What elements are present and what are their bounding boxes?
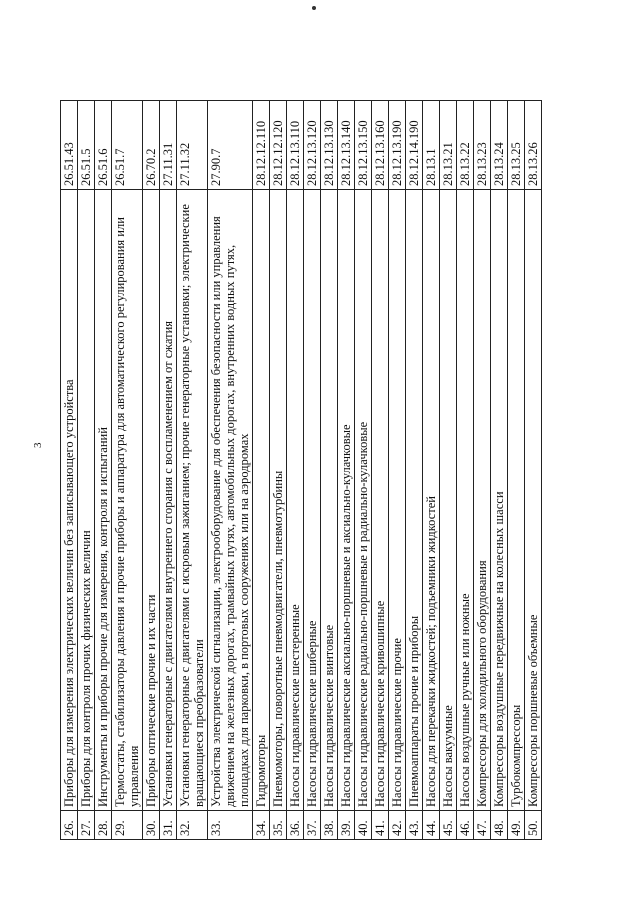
row-code: 28.13.25 (508, 101, 525, 190)
row-number: 33. (208, 811, 253, 840)
row-code: 26.51.43 (61, 101, 78, 190)
row-code: 27.90.7 (208, 101, 253, 190)
row-code: 28.13.21 (440, 101, 457, 190)
row-code: 28.12.13.150 (355, 101, 372, 190)
row-number: 37. (304, 811, 321, 840)
row-number: 34. (253, 811, 270, 840)
table-row (177, 101, 208, 840)
row-number: 29. (112, 811, 143, 840)
row-code: 28.13.1 (423, 101, 440, 190)
row-code: 28.12.13.190 (389, 101, 406, 190)
table-row (208, 101, 253, 840)
row-name: Пневмоаппараты прочие и приборы (406, 190, 423, 811)
table-row (355, 101, 372, 840)
table-row (321, 101, 338, 840)
table-row (372, 101, 389, 840)
row-code: 28.12.13.160 (372, 101, 389, 190)
row-number: 46. (457, 811, 474, 840)
table-row (389, 101, 406, 840)
row-number: 38. (321, 811, 338, 840)
row-name: Гидромоторы (253, 190, 270, 811)
row-number: 45. (440, 811, 457, 840)
table-row (508, 101, 525, 840)
row-code: 28.12.13.140 (338, 101, 355, 190)
row-name: Приборы для измерения электрических величин без записывающего устройства (61, 190, 78, 811)
row-number: 36. (287, 811, 304, 840)
row-name: Насосы гидравлические радиально-поршневые и радиально-кулачковые (355, 190, 372, 811)
row-code: 27.11.31 (160, 101, 177, 190)
row-number: 31. (160, 811, 177, 840)
row-name: Пневмомоторы, поворотные пневмодвигатели, пневмотурбины (270, 190, 287, 811)
table-row (95, 101, 112, 840)
row-number: 35. (270, 811, 287, 840)
table-row (338, 101, 355, 840)
row-number: 39. (338, 811, 355, 840)
page-number: 3 (32, 442, 44, 448)
row-number: 40. (355, 811, 372, 840)
row-name: Компрессоры воздушные передвижные на колесных шасси (491, 190, 508, 811)
table-row (253, 101, 270, 840)
row-code: 28.12.13.110 (287, 101, 304, 190)
row-code: 26.51.5 (78, 101, 95, 190)
scan-artifact (312, 6, 316, 10)
row-code: 28.13.26 (525, 101, 542, 190)
table-row (78, 101, 95, 840)
row-code: 28.12.12.120 (270, 101, 287, 190)
row-number: 27. (78, 811, 95, 840)
row-code: 26.70.2 (143, 101, 160, 190)
row-name: Насосы гидравлические шиберные (304, 190, 321, 811)
row-number: 50. (525, 811, 542, 840)
row-name: Установки генераторные с двигателями с искровым зажиганием; прочие генераторные установки; электрические вращающиеся преобразователи (177, 190, 208, 811)
row-name: Приборы оптические прочие и их части (143, 190, 160, 811)
row-code: 27.11.32 (177, 101, 208, 190)
row-name: Насосы воздушные ручные или ножные (457, 190, 474, 811)
row-code: 26.51.7 (112, 101, 143, 190)
row-name: Компрессоры поршневые объемные (525, 190, 542, 811)
row-number: 48. (491, 811, 508, 840)
row-name: Насосы гидравлические кривошипные (372, 190, 389, 811)
row-number: 42. (389, 811, 406, 840)
table-row (143, 101, 160, 840)
row-number: 49. (508, 811, 525, 840)
table-row (61, 101, 78, 840)
table-row (406, 101, 423, 840)
table-row (270, 101, 287, 840)
classification-table (60, 100, 542, 840)
table-row (112, 101, 143, 840)
row-number: 47. (474, 811, 491, 840)
row-number: 41. (372, 811, 389, 840)
row-name: Насосы гидравлические аксиально-поршневые и аксиально-кулачковые (338, 190, 355, 811)
row-number: 30. (143, 811, 160, 840)
row-code: 28.13.23 (474, 101, 491, 190)
row-number: 32. (177, 811, 208, 840)
table-row (304, 101, 321, 840)
row-name: Инструменты и приборы прочие для измерения, контроля и испытаний (95, 190, 112, 811)
row-name: Насосы гидравлические винтовые (321, 190, 338, 811)
row-code: 28.13.22 (457, 101, 474, 190)
row-name: Насосы вакуумные (440, 190, 457, 811)
table-row (491, 101, 508, 840)
table-row (457, 101, 474, 840)
row-name: Устройства электрической сигнализации, электрооборудование для обеспечения безопасности или управления движением на железных дорогах, трамвайных путях, автомобильных дорогах, внутренних водных путях, площадках для парковки, в портовых сооружениях или на аэродромах (208, 190, 253, 811)
row-name: Насосы гидравлические прочие (389, 190, 406, 811)
row-number: 43. (406, 811, 423, 840)
row-code: 26.51.6 (95, 101, 112, 190)
row-name: Насосы для перекачки жидкостей; подъемники жидкостей (423, 190, 440, 811)
table-row (440, 101, 457, 840)
table-row (287, 101, 304, 840)
table-row (525, 101, 542, 840)
row-name: Приборы для контроля прочих физических величин (78, 190, 95, 811)
row-number: 26. (61, 811, 78, 840)
row-name: Турбокомпрессоры (508, 190, 525, 811)
row-number: 28. (95, 811, 112, 840)
row-code: 28.13.24 (491, 101, 508, 190)
row-name: Компрессоры для холодильного оборудования (474, 190, 491, 811)
row-number: 44. (423, 811, 440, 840)
row-code: 28.12.12.110 (253, 101, 270, 190)
row-code: 28.12.14.190 (406, 101, 423, 190)
table-row (423, 101, 440, 840)
table-rotator (60, 100, 542, 840)
row-name: Насосы гидравлические шестеренные (287, 190, 304, 811)
row-name: Установки генераторные с двигателями внутреннего сгорания с воспламенением от сжатия (160, 190, 177, 811)
row-code: 28.12.13.120 (304, 101, 321, 190)
table-body (61, 101, 542, 840)
table-row (474, 101, 491, 840)
table-row (160, 101, 177, 840)
row-name: Термостаты, стабилизаторы давления и прочие приборы и аппаратура для автоматического регулирования или управления (112, 190, 143, 811)
row-code: 28.12.13.130 (321, 101, 338, 190)
